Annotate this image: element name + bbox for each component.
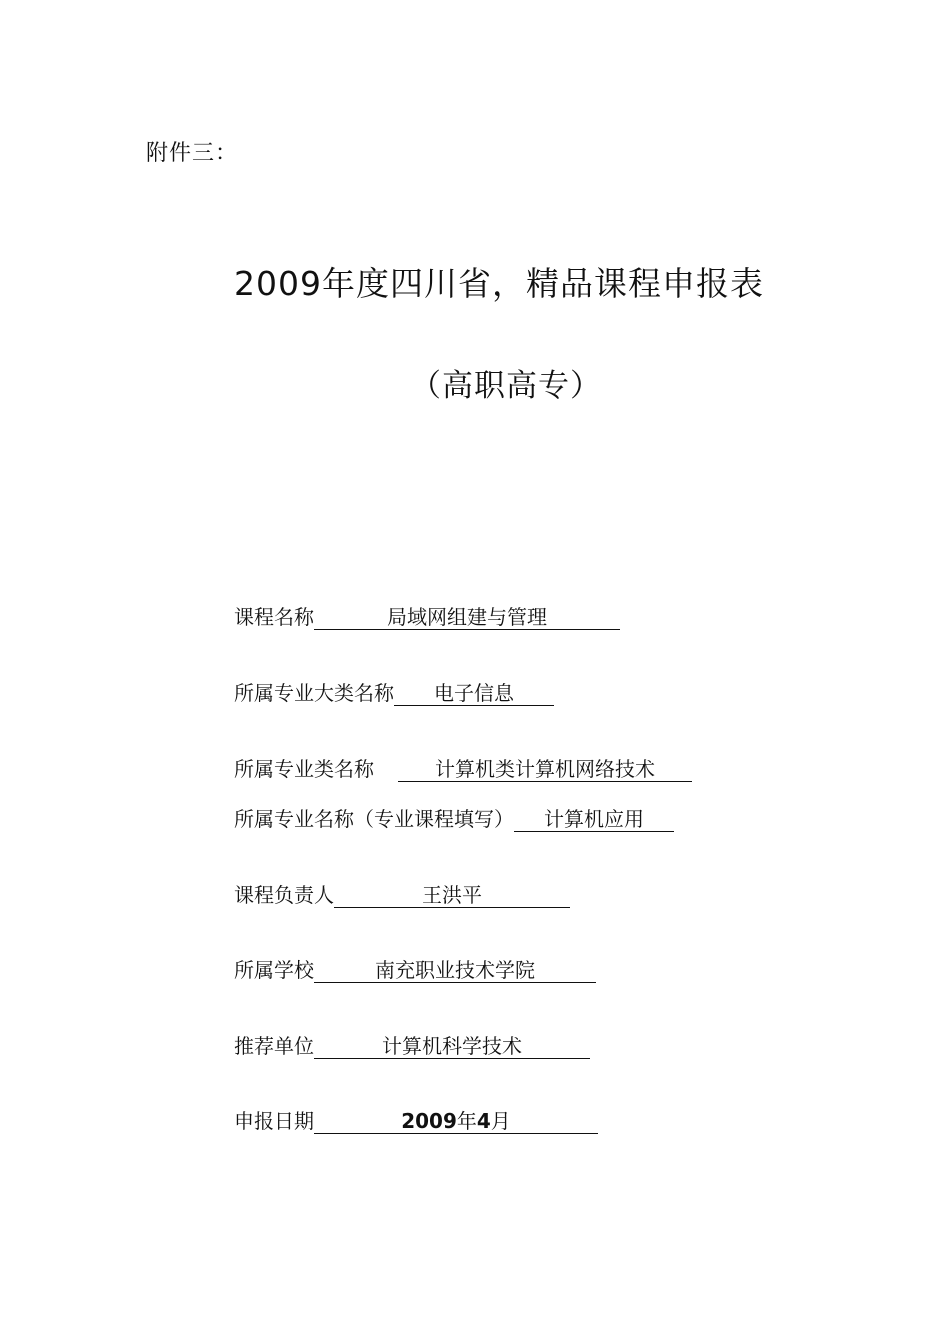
field-major-category — [234, 680, 554, 706]
field-major-name — [234, 806, 674, 832]
field-label: 推荐单位 — [234, 1034, 314, 1058]
field-label: 所属学校 — [234, 958, 314, 982]
field-value — [314, 1109, 598, 1134]
field-label: 课程名称 — [234, 605, 314, 629]
field-course-leader — [234, 882, 570, 908]
field-label: 所属专业大类名称 — [234, 681, 394, 705]
field-value: 计算机类计算机网络技术 — [398, 757, 692, 782]
field-value: 计算机应用 — [514, 807, 674, 832]
field-label: 申报日期 — [234, 1109, 314, 1133]
date-year: 2009 — [401, 1109, 457, 1133]
date-month-unit: 月 — [490, 1109, 511, 1133]
date-year-unit: 年 — [456, 1109, 477, 1133]
field-recommending-unit — [234, 1033, 590, 1059]
field-label: 所属专业类名称 — [234, 757, 374, 781]
field-label: 所属专业名称（专业课程填写） — [234, 807, 514, 831]
attachment-label: 附件三： — [146, 141, 239, 166]
field-school — [234, 957, 596, 983]
field-course-name — [234, 604, 620, 630]
field-major-class — [234, 756, 692, 782]
page-title: 2009年度四川省，精品课程申报表 — [234, 264, 764, 303]
field-value: 王洪平 — [334, 883, 570, 908]
field-value: 南充职业技术学院 — [314, 958, 596, 983]
field-value: 电子信息 — [394, 681, 554, 706]
page-subtitle: （高职高专） — [410, 368, 602, 404]
field-value: 局域网组建与管理 — [314, 605, 620, 630]
field-application-date — [234, 1108, 598, 1134]
field-label: 课程负责人 — [234, 883, 334, 907]
field-value: 计算机科学技术 — [314, 1034, 590, 1059]
date-month: 4 — [476, 1109, 491, 1133]
